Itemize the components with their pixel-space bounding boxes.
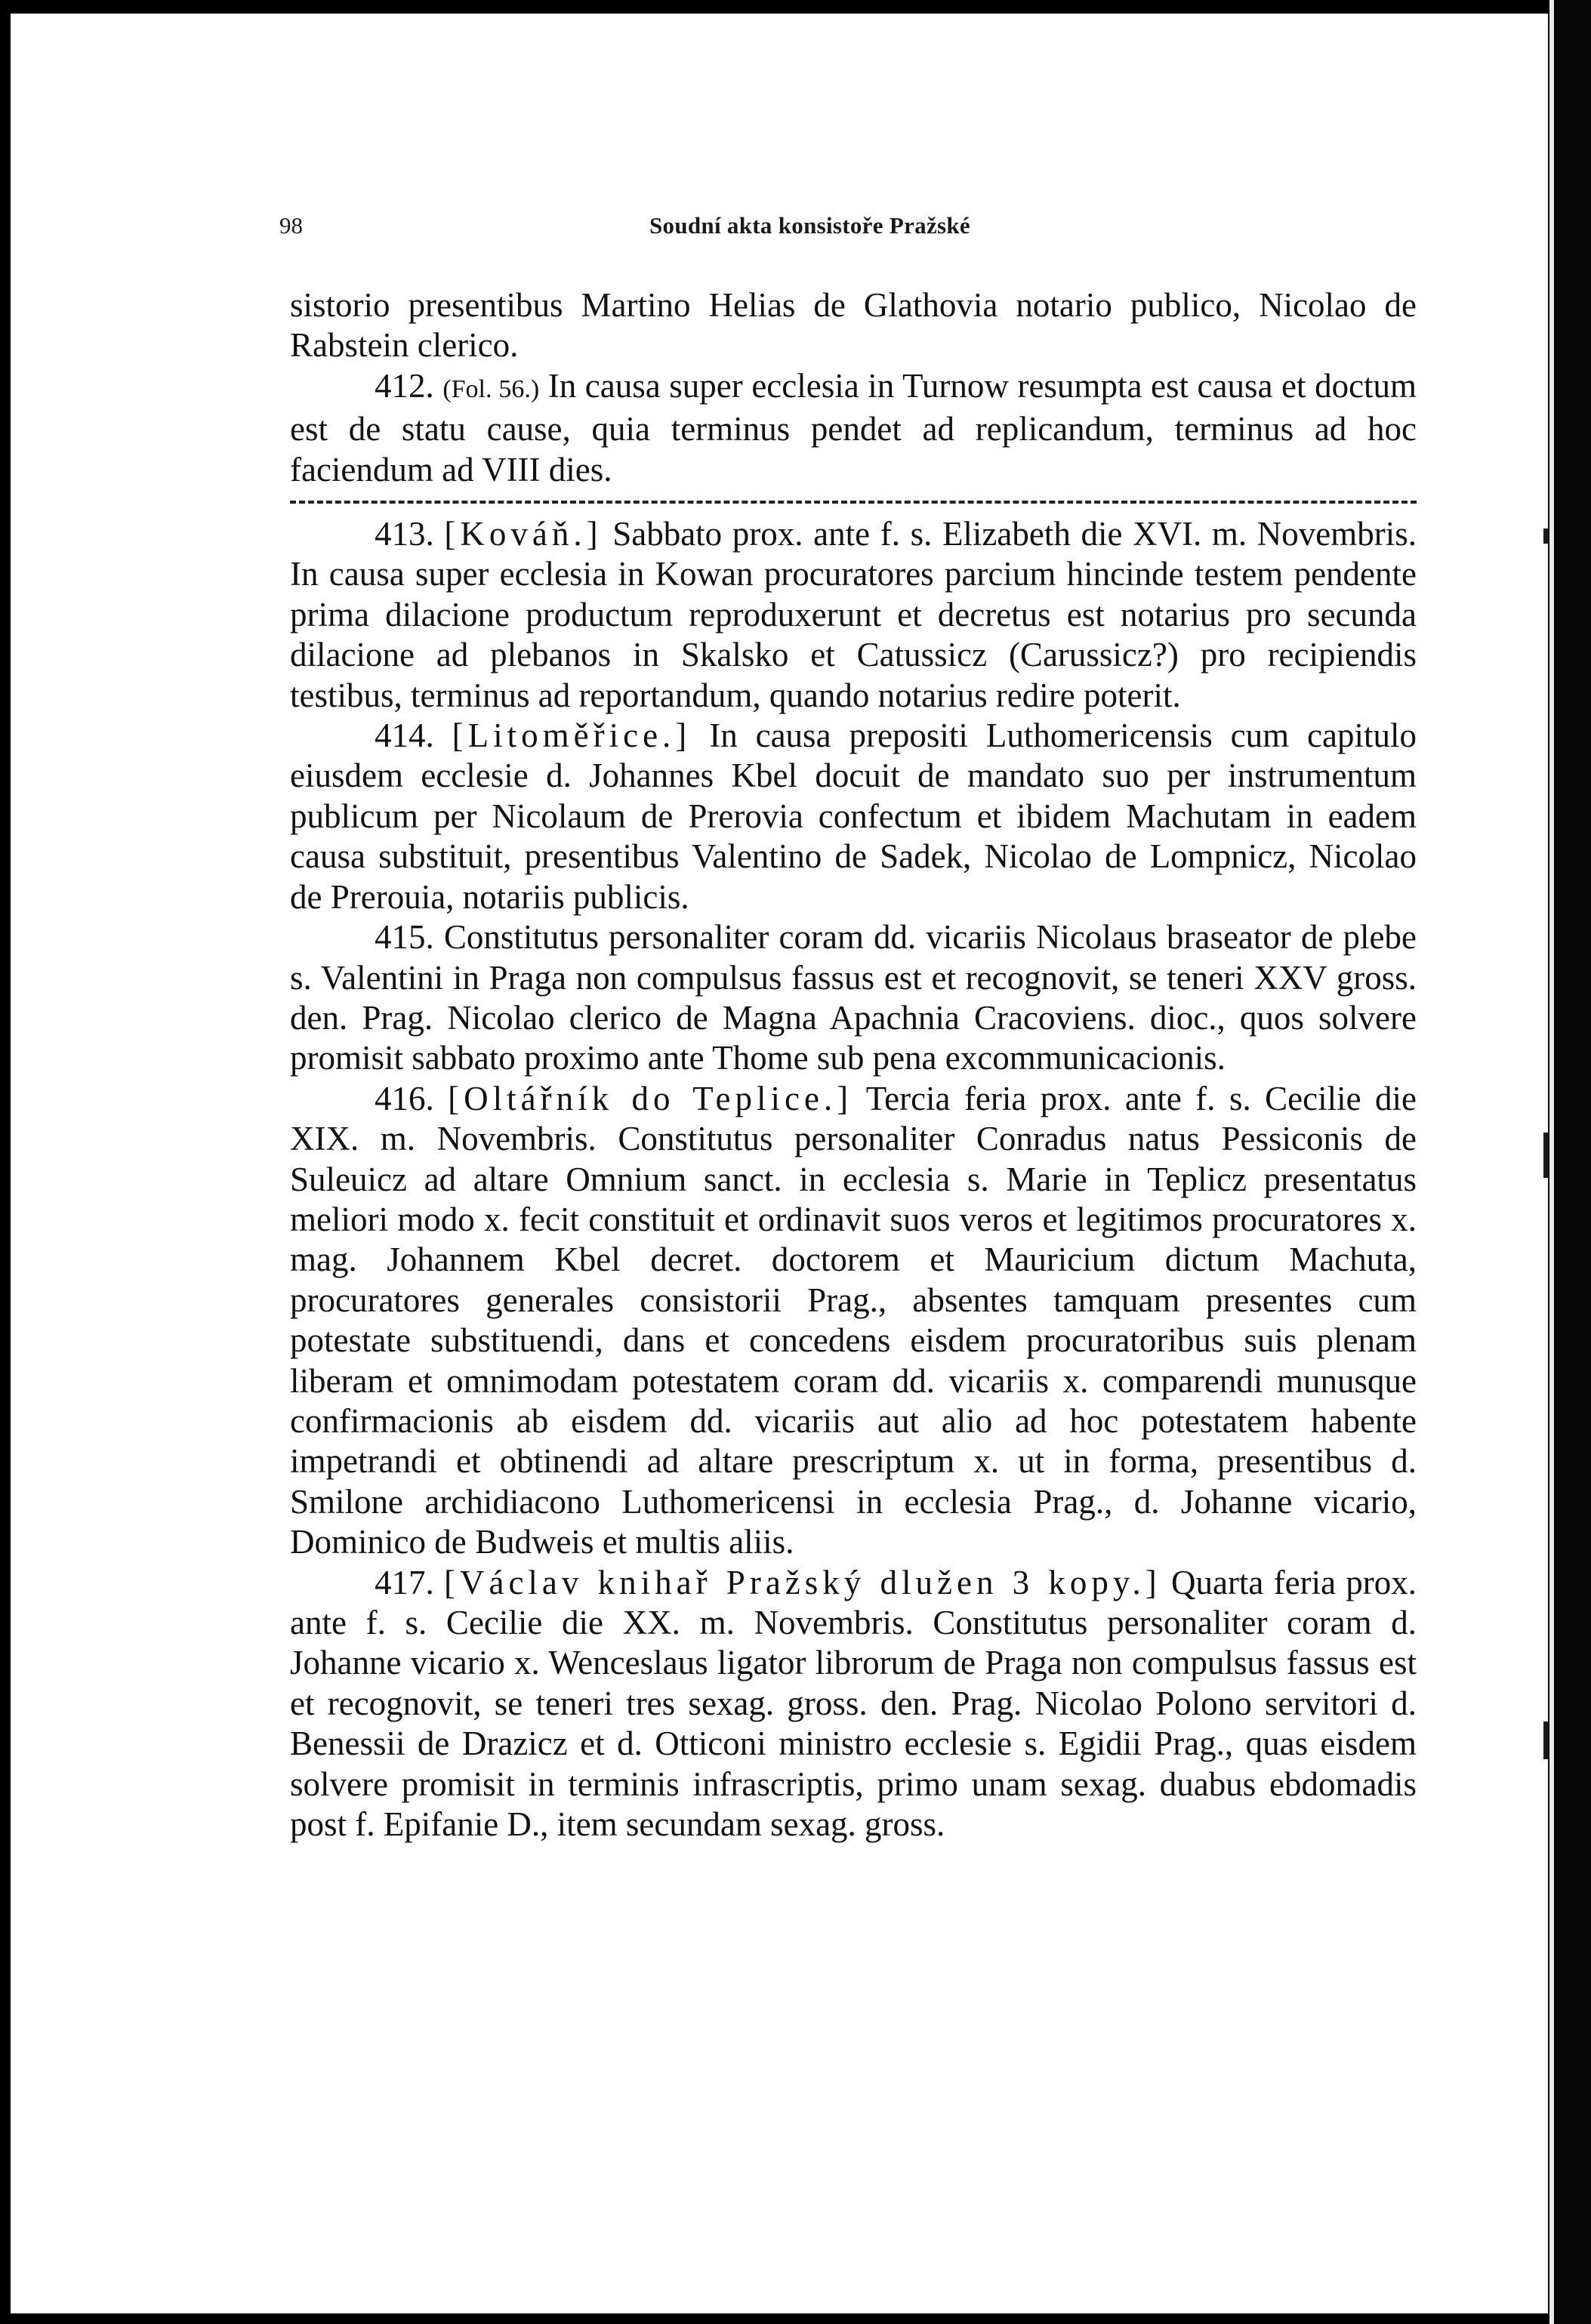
entry-text: In causa prepositi Luthomericensis cum capitulo eiusdem ecclesie d. Johannes Kbel docuit de mandato suo per instrumentum publicum per Nicolaum de Prerovia confectum et ibidem Machutam in eadem causa substituit, presentibus Valentino de Sadek, Nicolao de Lompnicz, Nicolao de Prerouia, notariis publicis. xyxy=(290,717,1417,916)
scan-mark xyxy=(1543,529,1548,544)
page-header xyxy=(11,212,1548,242)
dashed-separator xyxy=(290,501,1417,504)
entry-heading: [Kováň.] xyxy=(444,515,603,553)
folio-reference: (Fol. 56.) xyxy=(442,374,540,403)
entry-415 xyxy=(290,917,1417,1079)
entry-412 xyxy=(290,366,1417,490)
scan-edge xyxy=(1548,0,1591,2324)
entry-heading: [Litoměřice.] xyxy=(452,717,692,755)
entry-number: 417. xyxy=(375,1563,434,1601)
entry-continuation xyxy=(290,285,1417,366)
entry-417 xyxy=(290,1563,1417,1845)
entry-text: Tercia feria prox. ante f. s. Cecilie die XIX. m. Novembris. Constitutus personaliter Conradus natus Pessiconis de Suleuicz ad altare Omnium sanct. in ecclesia s. Marie in Teplicz presentatus meliori modo x. fecit constituit et ordinavit suos veros et legitimos procuratores x. mag. Johannem Kbel decret. doctorem et Mauricium dictum Machuta, procuratores generales consistorii Prag., absentes tamquam presentes cum potestate substituendi, dans et concedens eisdem procuratoribus suis plenam liberam et omnimodam potestatem coram dd. vicariis x. comparendi munusque confirmacionis ab eisdem dd. vicariis aut alio ad hoc potestatem habente impetrandi et obtinendi ad altare prescriptum x. ut in forma, presentibus d. Smilone archidiacono Luthomericensi in ecclesia Prag., d. Johanne vicario, Dominico de Budweis et multis aliis. xyxy=(290,1079,1417,1561)
entry-heading: [Václav knihař Pražský dlužen 3 kopy.] xyxy=(443,1563,1161,1601)
entry-text: In causa super ecclesia in Turnow resumpta est causa et doctum est de statu cause, quia terminus pendet ad replicandum, terminus ad hoc faciendum ad VIII dies. xyxy=(290,366,1417,489)
entry-number: 414. xyxy=(375,717,434,755)
entry-number: 413. xyxy=(375,515,434,553)
entry-number: 412. xyxy=(375,366,434,405)
scan-edge-line xyxy=(1549,0,1554,2324)
entry-text: Quarta feria prox. ante f. s. Cecilie die XX. m. Novembris. Constitutus personaliter coram d. Johanne vicario x. Wenceslaus ligator librorum de Praga non compulsus fassus est et recognovit, se teneri tres sexag. gross. den. Prag. Nicolao Polono servitori d. Benessii de Drazicz et d. Otticoni ministro ecclesie s. Egidii Prag., quas eisdem solvere promisit in terminis infrascriptis, primo unam sexag. duabus ebdomadis post f. Epifanie D., item secundam sexag. gross. xyxy=(290,1563,1417,1844)
running-title: Soudní akta konsistoře Pražské xyxy=(649,212,970,239)
entry-number: 415. xyxy=(375,918,434,957)
page-number: 98 xyxy=(279,212,303,239)
scanned-page xyxy=(11,14,1548,2313)
entry-text: Sabbato prox. ante f. s. Elizabeth die XVI. m. Novembris. In causa super ecclesia in Kowan procuratores parcium hincinde testem pendente prima dilacione productum reproduxerunt et decretus est notarius pro secunda dilacione ad plebanos in Skalsko et Catussicz (Carussicz?) pro recipiendis testibus, terminus ad reportandum, quando notarius redire poterit. xyxy=(290,515,1417,714)
entry-heading: [Oltářník do Teplice.] xyxy=(448,1079,853,1117)
entry-416 xyxy=(290,1079,1417,1563)
entry-414 xyxy=(290,716,1417,917)
entry-number: 416. xyxy=(375,1079,434,1117)
scan-mark xyxy=(1543,1133,1548,1178)
entry-text: sistorio presentibus Martino Helias de Glathovia notario publico, Nicolao de Rabstein clerico. xyxy=(290,286,1417,365)
scan-mark xyxy=(1543,1721,1548,1759)
entry-text: Constitutus personaliter coram dd. vicariis Nicolaus braseator de plebe s. Valentini in Praga non compulsus fassus est et recognovit, se teneri XXV gross. den. Prag. Nicolao clerico de Magna Apachnia Cracoviens. dioc., quos solvere promisit sabbato proximo ante Thome sub pena excommunicacionis. xyxy=(290,918,1417,1077)
entry-413 xyxy=(290,514,1417,716)
body-text xyxy=(290,285,1417,1845)
